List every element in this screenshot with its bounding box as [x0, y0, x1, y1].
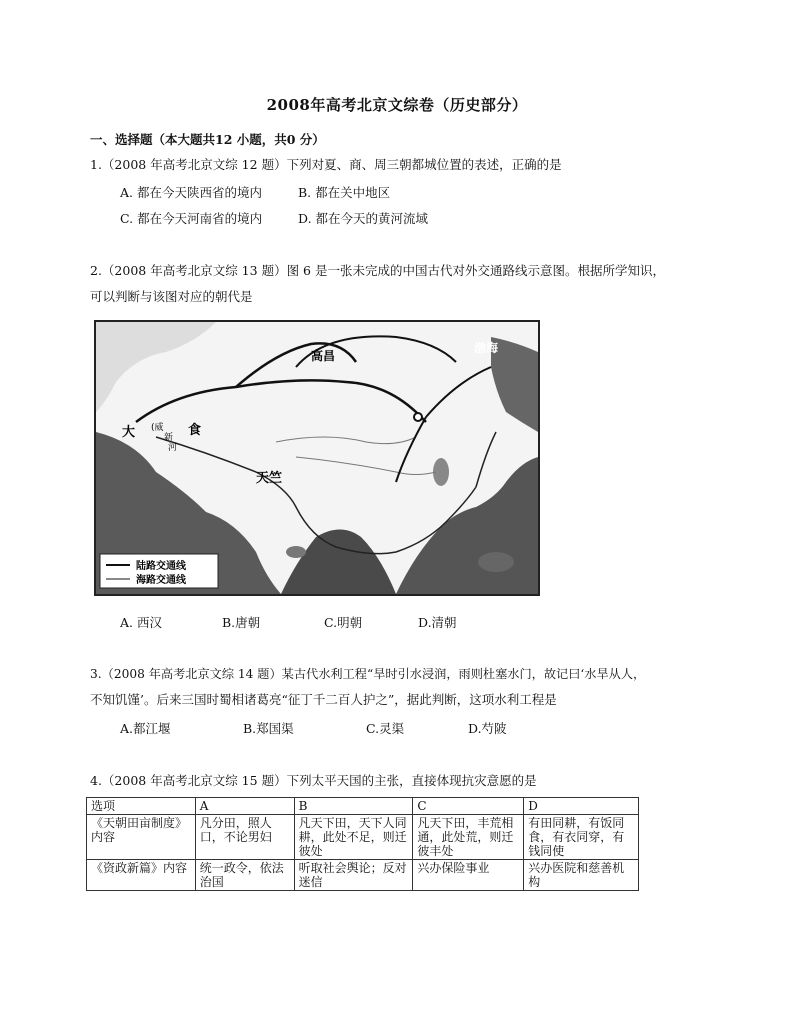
- q2-option-c: C.明朝: [324, 615, 363, 630]
- q2-option-a: A. 西汉: [120, 615, 162, 630]
- table-cell: 选项: [87, 798, 196, 815]
- table-cell: 凡天下田，天下人同耕，此处不足，则迁彼处: [294, 815, 413, 860]
- island-south: [478, 552, 514, 572]
- island-sri-lanka: [286, 546, 306, 558]
- q3-option-c: C.灵渠: [366, 721, 405, 736]
- table-cell: 《资政新篇》内容: [87, 860, 196, 891]
- legend-land-label: 陆路交通线: [136, 561, 186, 572]
- q1-option-d: D. 都在今天的黄河流域: [298, 211, 429, 226]
- label-bohai: 渤海: [474, 341, 499, 355]
- table-cell: 凡分田，照人口，不论男妇: [195, 815, 294, 860]
- capital-marker: [414, 413, 422, 421]
- table-cell: C: [413, 798, 524, 815]
- page-title: 2008年高考北京文综卷（历史部分）: [266, 96, 528, 114]
- label-shi: 食: [188, 423, 202, 438]
- label-da: 大: [122, 425, 136, 440]
- q4-stem: 4.（2008 年高考北京文综 15 题）下列太平天国的主张，直接体现抗灾意愿的是: [90, 773, 537, 788]
- q1-stem: 1.（2008 年高考北京文综 12 题）下列对夏、商、周三朝都城位置的表述，正确的是: [90, 157, 562, 172]
- q3-option-b: B.郑国渠: [243, 721, 294, 736]
- table-cell: A: [195, 798, 294, 815]
- table-cell: B: [294, 798, 413, 815]
- table-cell: 《天朝田亩制度》内容: [87, 815, 196, 860]
- q3-option-a: A.都江堰: [120, 721, 171, 736]
- q2-stem-line2: 可以判断与该图对应的朝代是: [90, 289, 253, 304]
- table-cell: 凡天下田，丰荒相通，此处荒，则迁彼丰处: [413, 815, 524, 860]
- legend-sea-label: 海路交通线: [136, 575, 186, 586]
- table-header-row: [87, 798, 639, 815]
- q2-stem-line1: 2.（2008 年高考北京文综 13 题）图 6 是一张未完成的中国古代对外交通路线示意图。根据所学知识，: [90, 263, 665, 278]
- q3-option-d: D.芍陂: [468, 721, 507, 736]
- table-cell: 兴办医院和慈善机构: [524, 860, 639, 891]
- q4-table: [86, 797, 639, 891]
- table-cell: 有田同耕，有饭同食，有衣同穿，有钱同使: [524, 815, 639, 860]
- q1-option-b: B. 都在关中地区: [298, 185, 391, 200]
- q3-stem-line2: 不知饥馑’。后来三国时蜀相诸葛亮“征丁千二百人护之”，据此判断，这项水利工程是: [90, 692, 557, 707]
- trade-route-map: [94, 320, 540, 596]
- q2-option-d: D.清朝: [418, 615, 457, 630]
- table-row: [87, 860, 639, 891]
- q1-option-a: A. 都在今天陕西省的境内: [120, 185, 262, 200]
- q1-option-c: C. 都在今天河南省的境内: [120, 211, 263, 226]
- table-row: [87, 815, 639, 860]
- table-cell: D: [524, 798, 639, 815]
- table-cell: 统一政令，依法治国: [195, 860, 294, 891]
- label-gaochang: 高昌: [311, 349, 336, 363]
- table-cell: 听取社会舆论；反对迷信: [294, 860, 413, 891]
- label-he: 河: [168, 443, 178, 453]
- label-wei: (威: [151, 423, 164, 433]
- q3-stem-line1: 3.（2008 年高考北京文综 14 题）某古代水利工程“旱时引水浸润，雨则杜塞水门，故记曰‘水旱从人，: [90, 667, 646, 681]
- map-drawing: [96, 322, 538, 594]
- q2-option-b: B.唐朝: [222, 615, 261, 630]
- label-tianzhu: 天竺: [256, 471, 283, 486]
- label-xin: 新: [164, 433, 174, 443]
- table-cell: 兴办保险事业: [413, 860, 524, 891]
- section-heading: 一、选择题（本大题共12 小题，共0 分）: [90, 132, 325, 147]
